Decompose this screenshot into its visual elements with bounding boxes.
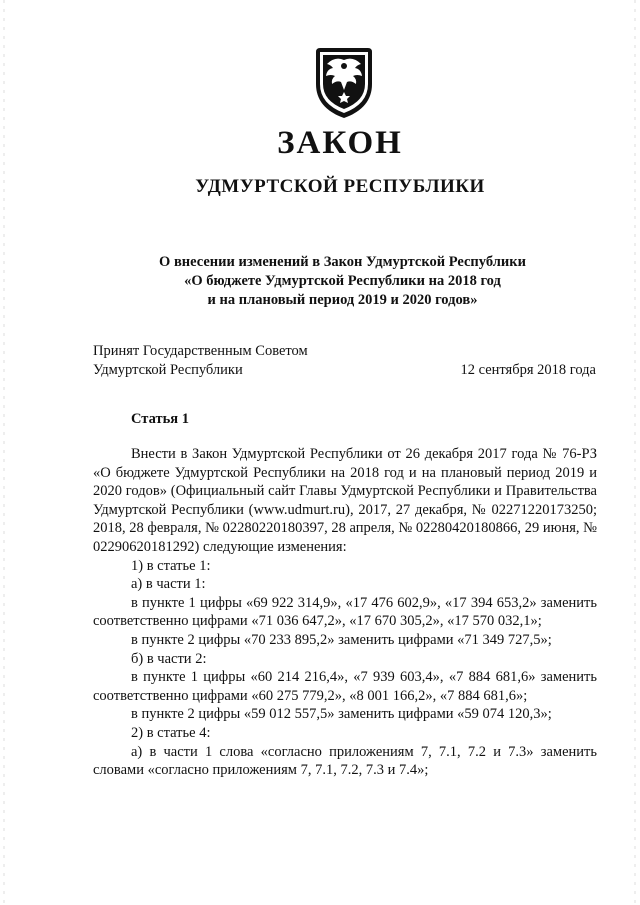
adoption-line: Принят Государственным Советом bbox=[93, 343, 308, 359]
law-heading bbox=[100, 253, 585, 310]
article-title: Статья 1 bbox=[131, 411, 189, 427]
adoption-date: 12 сентября 2018 года bbox=[460, 362, 596, 378]
paragraph: в пункте 1 цифры «69 922 314,9», «17 476 602,9», «17 394 653,2» заменить соответственно цифрами «71 036 647,2», «17 670 305,2», «17 570 032,1»; bbox=[93, 594, 597, 630]
adoption-line: Удмуртской Республики bbox=[93, 362, 243, 378]
paragraph: 1) в статье 1: bbox=[131, 557, 211, 574]
paragraph: в пункте 1 цифры «60 214 216,4», «7 939 603,4», «7 884 681,6» заменить соответственно цифрами «60 275 779,2», «8 001 166,2», «7 884 681,6»; bbox=[93, 669, 597, 704]
paragraph: в пункте 2 цифры «70 233 895,2» заменить цифрами «71 349 727,5»; bbox=[131, 631, 552, 648]
heading-line: О внесении изменений в Закон Удмуртской Республики bbox=[159, 254, 526, 270]
law-title: ЗАКОН bbox=[277, 125, 403, 161]
paragraph: а) в части 1: bbox=[131, 576, 206, 593]
article-body bbox=[93, 445, 597, 780]
udmurt-coat-of-arms-icon bbox=[313, 46, 375, 120]
paragraph: 2) в статье 4: bbox=[131, 724, 211, 741]
adoption-note bbox=[93, 342, 308, 380]
heading-line: «О бюджете Удмуртской Республики на 2018 год bbox=[184, 273, 501, 289]
paragraph: Внести в Закон Удмуртской Республики от 26 декабря 2017 года № 76-РЗ «О бюджете Удмуртской Республики на 2018 год и на плановый период 2019 и 2020 годов» (Официальный сайт Главы Удмуртской Республики и Правительства Удмуртской Республики (www.udmurt.ru), 2017, 27 декабря, № 02271220173250; 2018, 28 февраля, № 02280220180397, 28 апреля, № 02280420180866, 29 июня, № 02290620181292) следующие изменения: bbox=[93, 446, 597, 555]
paragraph: в пункте 2 цифры «59 012 557,5» заменить цифрами «59 074 120,3»; bbox=[131, 706, 552, 723]
law-subtitle: УДМУРТСКОЙ РЕСПУБЛИКИ bbox=[195, 176, 485, 197]
paragraph: б) в части 2: bbox=[131, 650, 207, 667]
heading-line: и на плановый период 2019 и 2020 годов» bbox=[207, 292, 478, 308]
paragraph: а) в части 1 слова «согласно приложениям 7, 7.1, 7.2 и 7.3» заменить словами «согласно приложениям 7, 7.1, 7.2, 7.3 и 7.4»; bbox=[93, 743, 597, 779]
